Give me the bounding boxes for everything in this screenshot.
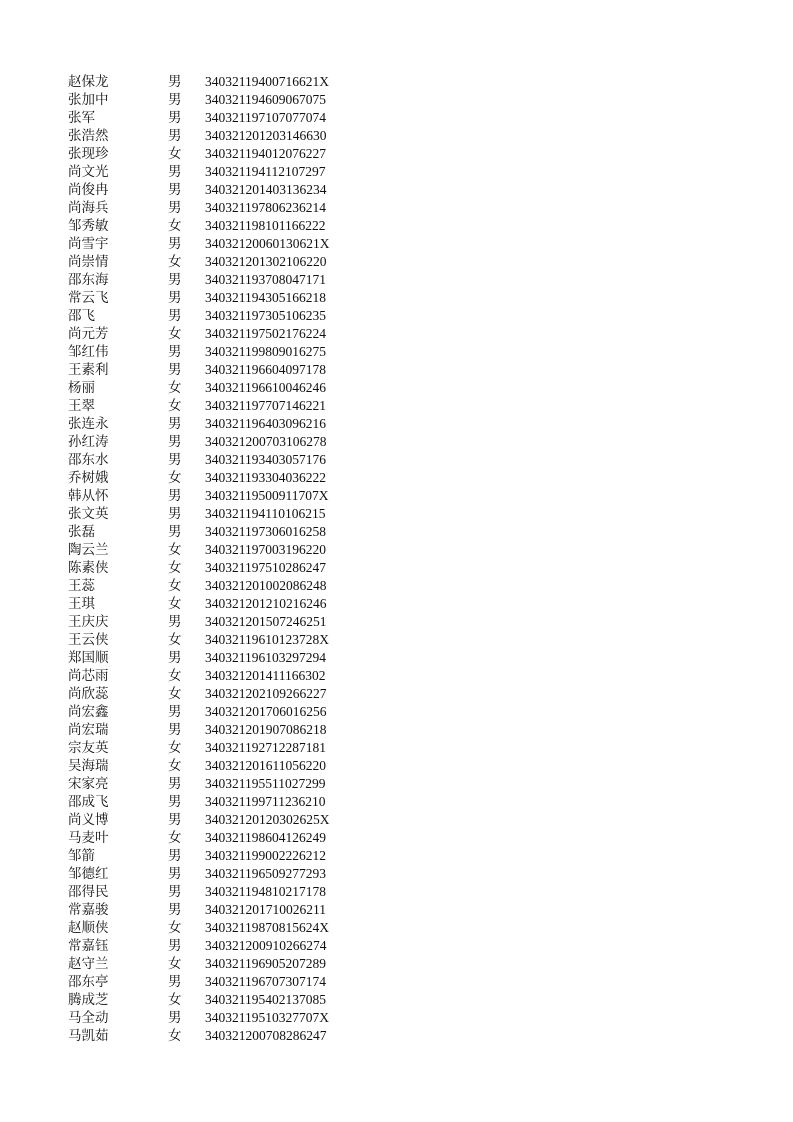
name-cell: 尚欣蕊 [68, 686, 109, 702]
gender-cell: 女 [168, 146, 182, 162]
name-cell: 尚义博 [68, 812, 109, 828]
id-number-cell: 340321197305106235 [205, 308, 326, 323]
table-row [68, 451, 368, 469]
name-cell: 赵顺侠 [68, 920, 109, 936]
name-cell: 尚宏鑫 [68, 704, 109, 720]
table-row [68, 847, 368, 865]
name-cell: 邵东海 [68, 272, 109, 288]
name-cell: 宋家亮 [68, 776, 109, 792]
name-cell: 尚海兵 [68, 200, 109, 216]
table-row [68, 739, 368, 757]
id-number-cell: 340321194012076227 [205, 146, 326, 161]
gender-cell: 男 [168, 92, 182, 108]
table-row [68, 613, 368, 631]
gender-cell: 男 [168, 776, 182, 792]
name-cell: 王素利 [68, 362, 109, 378]
gender-cell: 男 [168, 722, 182, 738]
table-row [68, 685, 368, 703]
table-row [68, 109, 368, 127]
id-number-cell: 340321201411166302 [205, 668, 326, 683]
name-cell: 尚文光 [68, 164, 109, 180]
name-cell: 张加中 [68, 92, 109, 108]
id-number-cell: 340321198101166222 [205, 218, 326, 233]
table-row [68, 487, 368, 505]
gender-cell: 男 [168, 974, 182, 990]
table-row [68, 667, 368, 685]
id-number-cell: 340321196905207289 [205, 956, 326, 971]
id-number-cell: 340321201710026211 [205, 902, 326, 917]
table-row [68, 703, 368, 721]
gender-cell: 男 [168, 848, 182, 864]
name-cell: 马全动 [68, 1010, 109, 1026]
table-row [68, 757, 368, 775]
name-cell: 邵成飞 [68, 794, 109, 810]
gender-cell: 女 [168, 254, 182, 270]
name-cell: 尚崇情 [68, 254, 109, 270]
name-cell: 常嘉钰 [68, 938, 109, 954]
gender-cell: 男 [168, 272, 182, 288]
name-cell: 腾成芝 [68, 992, 109, 1008]
table-row [68, 145, 368, 163]
table-row [68, 127, 368, 145]
name-cell: 邹箭 [68, 848, 95, 864]
gender-cell: 男 [168, 434, 182, 450]
gender-cell: 女 [168, 398, 182, 414]
name-cell: 张军 [68, 110, 95, 126]
name-cell: 乔树娥 [68, 470, 109, 486]
name-cell: 韩从怀 [68, 488, 109, 504]
id-number-cell: 340321197502176224 [205, 326, 326, 341]
name-cell: 张连永 [68, 416, 109, 432]
gender-cell: 女 [168, 596, 182, 612]
name-cell: 张磊 [68, 524, 95, 540]
name-cell: 常云飞 [68, 290, 109, 306]
gender-cell: 女 [168, 542, 182, 558]
gender-cell: 女 [168, 1028, 182, 1044]
gender-cell: 男 [168, 884, 182, 900]
table-row [68, 577, 368, 595]
table-row [68, 883, 368, 901]
id-number-cell: 340321197306016258 [205, 524, 326, 539]
gender-cell: 女 [168, 686, 182, 702]
name-cell: 王蕊 [68, 578, 95, 594]
id-number-cell: 34032119510327707X [205, 1010, 329, 1025]
table-row [68, 595, 368, 613]
name-cell: 尚宏瑞 [68, 722, 109, 738]
table-row [68, 919, 368, 937]
name-cell: 尚元芳 [68, 326, 109, 342]
gender-cell: 男 [168, 866, 182, 882]
name-cell: 邵飞 [68, 308, 95, 324]
name-cell: 孙红涛 [68, 434, 109, 450]
table-row [68, 901, 368, 919]
id-number-cell: 340321197707146221 [205, 398, 326, 413]
table-row [68, 937, 368, 955]
name-cell: 王庆庆 [68, 614, 109, 630]
id-number-cell: 340321197510286247 [205, 560, 326, 575]
id-number-cell: 340321200703106278 [205, 434, 327, 449]
table-row [68, 469, 368, 487]
id-number-cell: 34032119610123728X [205, 632, 329, 647]
id-number-cell: 340321201907086218 [205, 722, 327, 737]
gender-cell: 男 [168, 236, 182, 252]
table-row [68, 379, 368, 397]
id-number-cell: 340321200708286247 [205, 1028, 327, 1043]
id-number-cell: 340321197003196220 [205, 542, 326, 557]
table-row [68, 541, 368, 559]
id-number-cell: 340321199711236210 [205, 794, 326, 809]
gender-cell: 男 [168, 110, 182, 126]
table-row [68, 181, 368, 199]
name-cell: 王云侠 [68, 632, 109, 648]
name-cell: 尚芯雨 [68, 668, 109, 684]
id-number-cell: 340321192712287181 [205, 740, 326, 755]
id-number-cell: 340321197107077074 [205, 110, 326, 125]
table-row [68, 289, 368, 307]
gender-cell: 男 [168, 362, 182, 378]
gender-cell: 男 [168, 506, 182, 522]
gender-cell: 女 [168, 578, 182, 594]
id-number-cell: 340321196707307174 [205, 974, 326, 989]
gender-cell: 女 [168, 380, 182, 396]
gender-cell: 男 [168, 308, 182, 324]
table-row [68, 235, 368, 253]
gender-cell: 男 [168, 182, 182, 198]
id-number-cell: 340321201302106220 [205, 254, 327, 269]
roster-table [68, 73, 368, 1045]
table-row [68, 73, 368, 91]
name-cell: 邵东亭 [68, 974, 109, 990]
id-number-cell: 340321194810217178 [205, 884, 326, 899]
name-cell: 宗友英 [68, 740, 109, 756]
table-row [68, 217, 368, 235]
id-number-cell: 340321194609067075 [205, 92, 326, 107]
table-row [68, 811, 368, 829]
id-number-cell: 340321193708047171 [205, 272, 326, 287]
gender-cell: 女 [168, 560, 182, 576]
id-number-cell: 340321194112107297 [205, 164, 326, 179]
gender-cell: 男 [168, 812, 182, 828]
id-number-cell: 340321201203146630 [205, 128, 327, 143]
table-row [68, 559, 368, 577]
gender-cell: 男 [168, 452, 182, 468]
name-cell: 王翠 [68, 398, 95, 414]
id-number-cell: 340321201002086248 [205, 578, 327, 593]
table-row [68, 397, 368, 415]
id-number-cell: 340321197806236214 [205, 200, 326, 215]
table-row [68, 523, 368, 541]
table-row [68, 91, 368, 109]
name-cell: 邵东水 [68, 452, 109, 468]
table-row [68, 631, 368, 649]
id-number-cell: 34032119870815624X [205, 920, 329, 935]
gender-cell: 男 [168, 74, 182, 90]
id-number-cell: 340321196604097178 [205, 362, 326, 377]
id-number-cell: 340321200910266274 [205, 938, 327, 953]
gender-cell: 女 [168, 740, 182, 756]
table-row [68, 361, 368, 379]
table-row [68, 649, 368, 667]
gender-cell: 女 [168, 920, 182, 936]
id-number-cell: 340321193403057176 [205, 452, 326, 467]
id-number-cell: 340321195402137085 [205, 992, 326, 1007]
table-row [68, 253, 368, 271]
table-row [68, 505, 368, 523]
table-row [68, 199, 368, 217]
id-number-cell: 340321202109266227 [205, 686, 327, 701]
id-number-cell: 340321198604126249 [205, 830, 326, 845]
table-row [68, 793, 368, 811]
gender-cell: 女 [168, 668, 182, 684]
name-cell: 马麦叶 [68, 830, 109, 846]
table-row [68, 973, 368, 991]
name-cell: 张现珍 [68, 146, 109, 162]
name-cell: 尚俊冉 [68, 182, 109, 198]
name-cell: 郑国顺 [68, 650, 109, 666]
name-cell: 杨丽 [68, 380, 95, 396]
table-row [68, 775, 368, 793]
name-cell: 赵守兰 [68, 956, 109, 972]
id-number-cell: 34032119500911707X [205, 488, 329, 503]
table-row [68, 991, 368, 1009]
gender-cell: 男 [168, 704, 182, 720]
id-number-cell: 340321199809016275 [205, 344, 326, 359]
table-row [68, 415, 368, 433]
id-number-cell: 340321201611056220 [205, 758, 326, 773]
id-number-cell: 34032120060130621X [205, 236, 330, 251]
gender-cell: 男 [168, 200, 182, 216]
gender-cell: 男 [168, 290, 182, 306]
name-cell: 邹红伟 [68, 344, 109, 360]
gender-cell: 男 [168, 614, 182, 630]
gender-cell: 男 [168, 128, 182, 144]
table-row [68, 1009, 368, 1027]
gender-cell: 男 [168, 794, 182, 810]
name-cell: 张浩然 [68, 128, 109, 144]
gender-cell: 女 [168, 218, 182, 234]
name-cell: 常嘉骏 [68, 902, 109, 918]
table-row [68, 865, 368, 883]
gender-cell: 女 [168, 992, 182, 1008]
name-cell: 陶云兰 [68, 542, 109, 558]
id-number-cell: 340321201507246251 [205, 614, 327, 629]
gender-cell: 男 [168, 1010, 182, 1026]
name-cell: 邹秀敏 [68, 218, 109, 234]
id-number-cell: 34032120120302625X [205, 812, 330, 827]
name-cell: 吴海瑞 [68, 758, 109, 774]
gender-cell: 女 [168, 632, 182, 648]
gender-cell: 女 [168, 956, 182, 972]
gender-cell: 女 [168, 758, 182, 774]
id-number-cell: 340321199002226212 [205, 848, 326, 863]
id-number-cell: 340321201706016256 [205, 704, 327, 719]
id-number-cell: 340321201210216246 [205, 596, 327, 611]
table-row [68, 721, 368, 739]
table-row [68, 307, 368, 325]
name-cell: 张文英 [68, 506, 109, 522]
id-number-cell: 340321195511027299 [205, 776, 326, 791]
name-cell: 邵得民 [68, 884, 109, 900]
table-row [68, 343, 368, 361]
name-cell: 马凯茹 [68, 1028, 109, 1044]
id-number-cell: 34032119400716621X [205, 74, 329, 89]
gender-cell: 男 [168, 938, 182, 954]
gender-cell: 男 [168, 650, 182, 666]
table-row [68, 955, 368, 973]
table-row [68, 1027, 368, 1045]
gender-cell: 男 [168, 902, 182, 918]
gender-cell: 女 [168, 326, 182, 342]
id-number-cell: 340321196103297294 [205, 650, 326, 665]
table-row [68, 163, 368, 181]
table-row [68, 271, 368, 289]
id-number-cell: 340321194305166218 [205, 290, 326, 305]
gender-cell: 男 [168, 524, 182, 540]
name-cell: 陈素侠 [68, 560, 109, 576]
name-cell: 赵保龙 [68, 74, 109, 90]
table-row [68, 433, 368, 451]
id-number-cell: 340321201403136234 [205, 182, 327, 197]
gender-cell: 女 [168, 470, 182, 486]
name-cell: 王琪 [68, 596, 95, 612]
gender-cell: 男 [168, 164, 182, 180]
table-row [68, 829, 368, 847]
gender-cell: 男 [168, 416, 182, 432]
id-number-cell: 340321194110106215 [205, 506, 326, 521]
id-number-cell: 340321196403096216 [205, 416, 326, 431]
id-number-cell: 340321196509277293 [205, 866, 326, 881]
id-number-cell: 340321193304036222 [205, 470, 326, 485]
id-number-cell: 340321196610046246 [205, 380, 326, 395]
name-cell: 尚雪宇 [68, 236, 109, 252]
name-cell: 邹德红 [68, 866, 109, 882]
table-row [68, 325, 368, 343]
gender-cell: 男 [168, 488, 182, 504]
gender-cell: 女 [168, 830, 182, 846]
gender-cell: 男 [168, 344, 182, 360]
